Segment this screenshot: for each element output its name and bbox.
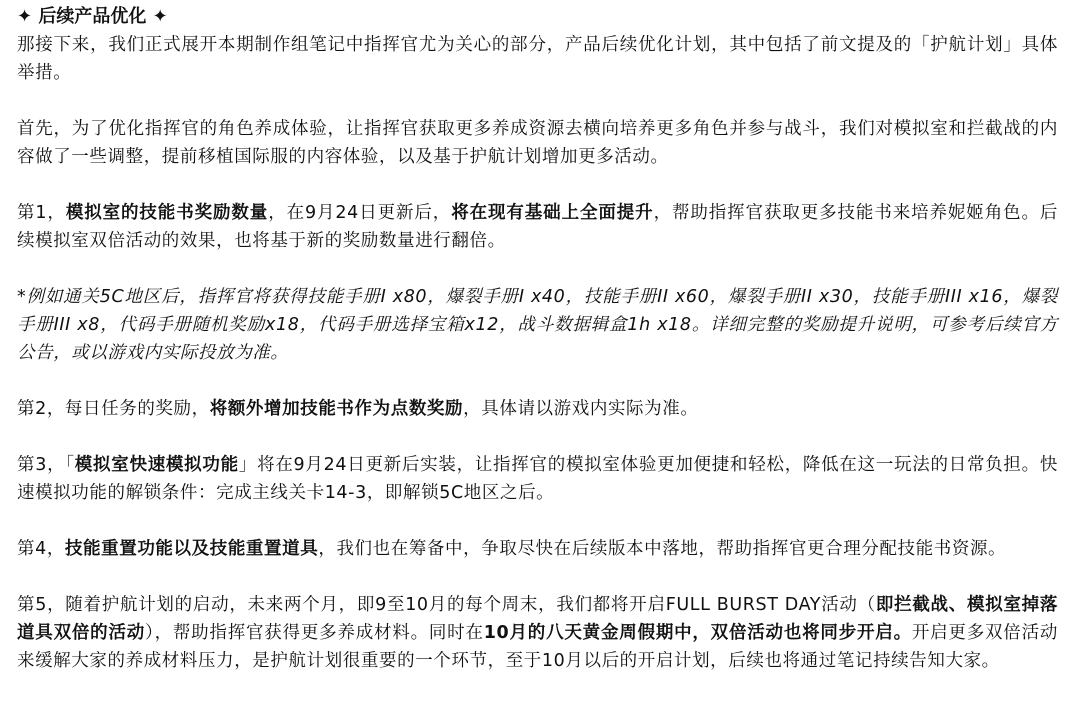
item-5-bold-a: 即拦截战、模拟室掉落道具双倍的活动	[17, 595, 1058, 643]
item-3-text-b: 」将在9月24日更新后实装，让指挥官的模拟室体验更加便捷和轻松，降低在这一玩法的日常负担。快速模拟功能的解锁条件：完成主线关卡14-3，即解锁5C地区之后。	[17, 455, 1058, 503]
item-2-text-b: ，具体请以游戏内实际为准。	[463, 399, 699, 419]
item-5-text-b: ），帮助指挥官获得更多养成材料。同时在	[145, 623, 484, 643]
item-4-text-b: ，我们也在筹备中，争取尽快在后续版本中落地，帮助指挥官更合理分配技能书资源。	[318, 539, 1007, 559]
item-4-paragraph	[17, 535, 1058, 563]
example-note-paragraph: *例如通关5C地区后，指挥官将获得技能手册I x80，爆裂手册I x40，技能手册II x60，爆裂手册II x30，技能手册III x16，爆裂手册III x8，代码手册随机奖励x18，代码手册选择宝箱x12，战斗数据辑盒1h x18。详细完整的奖励提升说明，可参考后续官方公告，或以游戏内实际投放为准。	[17, 287, 1058, 363]
section-heading: ✦ 后续产品优化 ✦	[17, 6, 168, 27]
item-1-bold-b: 将在现有基础上全面提升	[451, 203, 654, 223]
item-2-bold: 将额外增加技能书作为点数奖励	[209, 399, 464, 419]
item-3-paragraph	[17, 451, 1058, 507]
item-2-text-a: 第2，每日任务的奖励，	[17, 399, 210, 419]
item-1-text-c: ，帮助指挥官获取更多技能书来培养妮姬角色。后续模拟室双倍活动的效果，也将基于新的奖励数量进行翻倍。	[17, 203, 1058, 251]
item-1-text-b: ，在9月24日更新后，	[268, 203, 452, 223]
item-2-paragraph	[17, 395, 1058, 423]
item-5-paragraph	[17, 591, 1058, 675]
item-4-bold: 技能重置功能以及技能重置道具	[64, 539, 319, 559]
item-5-text-a: 第5，随着护航计划的启动，未来两个月，即9至10月的每个周末，我们都将开启FULL BURST DAY活动（	[17, 595, 876, 615]
intro-paragraph: 那接下来，我们正式展开本期制作组笔记中指挥官尤为关心的部分，产品后续优化计划，其中包括了前文提及的「护航计划」具体举措。	[17, 35, 1058, 83]
item-5-text-c: 开启更多双倍活动来缓解大家的养成材料压力，是护航计划很重要的一个环节，至于10月以后的开启计划，后续也将通过笔记持续告知大家。	[17, 623, 1058, 671]
item-1-bold-a: 模拟室的技能书奖励数量	[65, 203, 269, 223]
item-1-text-a: 第1，	[17, 203, 66, 223]
item-3-text-a: 第3，「	[17, 455, 75, 475]
overview-paragraph: 首先，为了优化指挥官的角色养成体验，让指挥官获取更多养成资源去横向培养更多角色并参与战斗，我们对模拟室和拦截战的内容做了一些调整，提前移植国际服的内容体验，以及基于护航计划增加更多活动。	[17, 119, 1058, 167]
item-5-bold-b: 10月的八天黄金周假期中，双倍活动也将同步开启。	[483, 623, 912, 643]
item-3-bold: 模拟室快速模拟功能	[74, 455, 239, 475]
item-1-paragraph	[17, 199, 1058, 255]
item-4-text-a: 第4，	[17, 539, 65, 559]
